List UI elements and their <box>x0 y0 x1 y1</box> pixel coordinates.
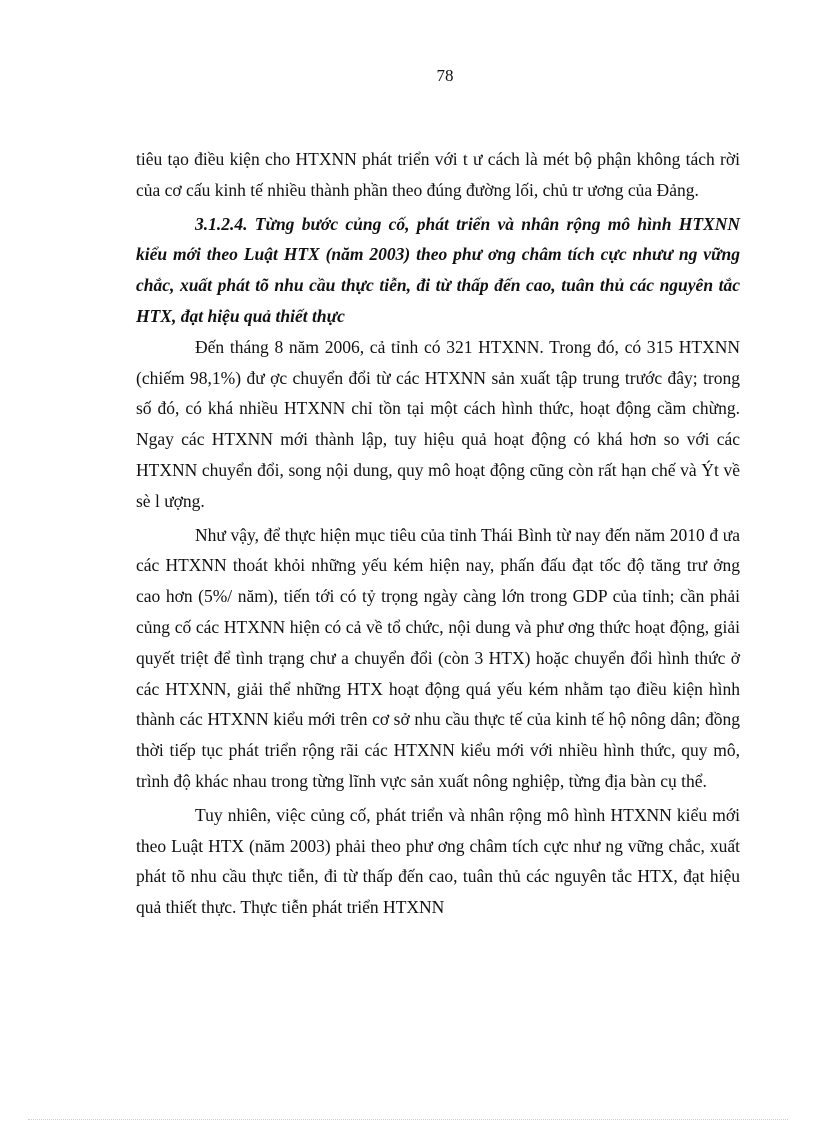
paragraph-htxnn-count: Đến tháng 8 năm 2006, cả tỉnh có 321 HTXNN. Trong đó, có 315 HTXNN (chiếm 98,1%) đư ợc chuyển đổi từ các HTXNN sản xuất tập trung trước đây; trong số đó, có khá nhiều HTXNN chỉ tồn tại một cách hình thức, hoạt động cầm chừng. Ngay các HTXNN mới thành lập, tuy hiệu quả hoạt động có khá hơn so với các HTXNN chuyển đổi, song nội dung, quy mô hoạt động cũng còn rất hạn chế và Ýt về sè l ượng. <box>136 336 740 511</box>
body-text <box>136 144 740 923</box>
footer-divider <box>28 1119 788 1120</box>
paragraph-continuation: tiêu tạo điều kiện cho HTXNN phát triển với t ư cách là mét bộ phận không tách rời của cơ cấu kinh tế nhiều thành phần theo đúng đường lối, chủ tr ương của Đảng. <box>136 149 740 200</box>
paragraph-consolidation-principles: Tuy nhiên, việc củng cố, phát triển và nhân rộng mô hình HTXNN kiểu mới theo Luật HTX (năm 2003) phải theo phư ơng châm tích cực như ng vững chắc, xuất phát tõ nhu cầu thực tiễn, đi từ thấp đến cao, tuân thủ các nguyên tắc HTX, đạt hiệu quả thiết thực. Thực tiễn phát triển HTXNN <box>136 804 740 918</box>
page-number: 78 <box>436 66 454 85</box>
section-heading-3-1-2-4: 3.1.2.4. Từng bước củng cố, phát triển và nhân rộng mô hình HTXNN kiểu mới theo Luật HTX (năm 2003) theo phư ơng châm tích cực nhưư ng vững chắc, xuất phát tõ nhu cầu thực tiễn, đi từ thấp đến cao, tuân thủ các nguyên tắc HTX, đạt hiệu quả thiết thực <box>136 213 740 326</box>
paragraph-goals-2010: Như vậy, để thực hiện mục tiêu của tỉnh Thái Bình từ nay đến năm 2010 đ ưa các HTXNN thoát khỏi những yếu kém hiện nay, phấn đấu đạt tốc độ tăng trư ởng cao hơn (5%/ năm), tiến tới có tỷ trọng ngày càng lớn trong GDP của tỉnh; cần phải củng cố các HTXNN hiện có cả về tổ chức, nội dung và phư ơng thức hoạt động, giải quyết triệt để tình trạng chư a chuyển đổi (còn 3 HTX) hoặc chuyển đổi hình thức ở các HTXNN, giải thể những HTX hoạt động quá yếu kém nhằm tạo điều kiện hình thành các HTXNN kiểu mới trên cơ sở nhu cầu thực tế của kinh tế hộ nông dân; đồng thời tiếp tục phát triển rộng rãi các HTXNN kiểu mới với nhiều hình thức, quy mô, trình độ khác nhau trong từng lĩnh vực sản xuất nông nghiệp, từng địa bàn cụ thể. <box>136 524 740 791</box>
